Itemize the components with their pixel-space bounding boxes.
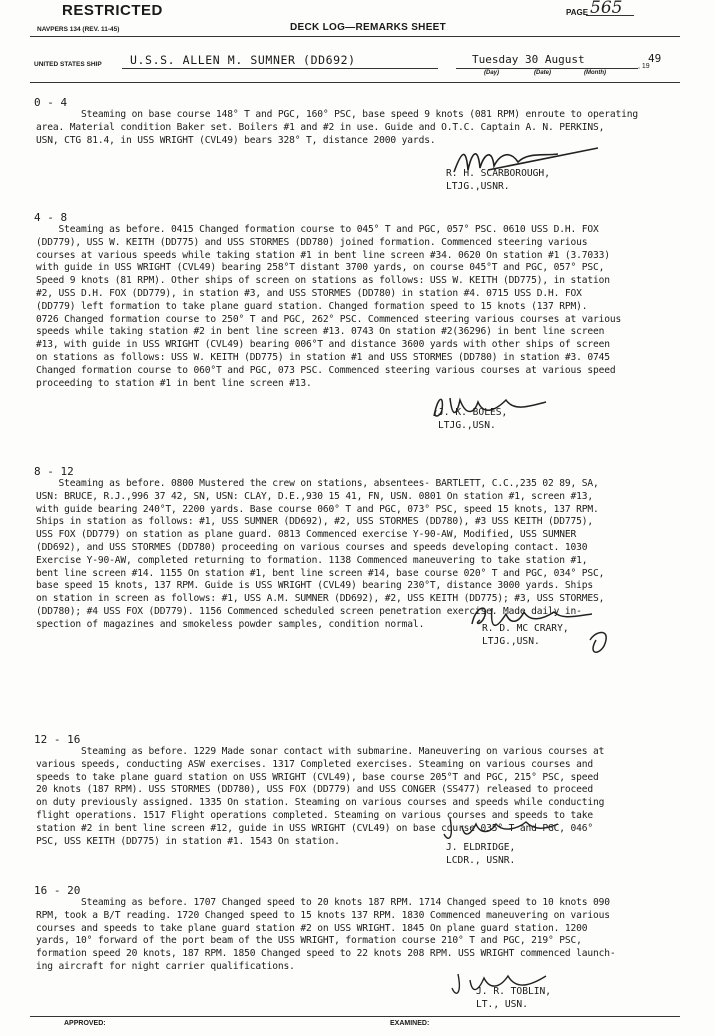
ship-name: U.S.S. ALLEN M. SUMNER (DD692) [130, 53, 356, 67]
classification-mark: RESTRICTED [62, 2, 163, 19]
month-label: (Month) [584, 70, 606, 76]
signer-name: J. R. TOBLIN, [476, 986, 552, 997]
date-label: (Date) [534, 70, 552, 76]
signer-rank: LTJG.,USN. [482, 636, 540, 647]
signer-name: J. K. BOLES, [438, 407, 508, 418]
watch-label: 16 - 20 [34, 884, 81, 897]
watch-label: 4 - 8 [34, 211, 68, 224]
watch-remarks: Steaming on base course 148° T and PGC, 160° PSC, base speed 9 knots (081 RPM) enroute to operating area. Material condition Baker set. Boilers #1 and #2 in use. Guide and O.T.C. Captain A. N. PERKINS, USN, CTG 81.4, in USS WRIGHT (CVL49) bears 328° T, distance 2000 yards. [36, 109, 638, 146]
approved-label: APPROVED: [64, 1020, 106, 1027]
watch-label: 8 - 12 [34, 465, 74, 478]
sheet-title: DECK LOG—REMARKS SHEET [290, 22, 447, 33]
page-label: PAGE [566, 8, 589, 17]
header-bottom-rule [30, 82, 680, 83]
signer-name: R. H. SCARBOROUGH, [446, 168, 550, 179]
page-number: 565 [590, 0, 623, 18]
signature-image [440, 812, 570, 846]
watch-remarks: Steaming as before. 0800 Mustered the crew on stations, absentees- BARTLETT, C.C.,235 02 89, SA, USN: BRUCE, R.J.,996 37 42, SN, USN: CLAY, D.E.,930 15 41, FN, USN. 0801 On station #1, screen #13, with guide bearing 240°T, 2200 yards. Base course 060° T and PGC, 073° PSC, speed 15 knots, 137 RPM. Ships in station as follows: #1, USS SUMNER (DD692), #2, USS STORMES (DD780), #3 USS KEITH (DD775), USS FOX (DD779) on station as plane guard. 0813 Commenced exercise Y-90-AW, Modified, USS SUMNER (DD692), and USS STORMES (DD780) proceeding on various courses and speeds developing contact. 1030 Exercise Y-90-AW, completed returning to formation. 1138 Commenced maneuvering to take station #1, bent line screen #14. 1155 On station #1, bent line screen #14, base course 020° T and PGC, 034° PSC, base speed 15 knots, 137 RPM. Guide is USS WRIGHT (CVL49) bearing 230°T, distance 3000 yards. Ships on station in screen as follows: #1, USS A.M. SUMNER (DD692), #2, USS KEITH (DD775); #3, USS STORMES, (DD780); #4 USS FOX (DD779). 1156 Commenced scheduled screen penetration exercise. Made daily in- spection of magazines and smokeless powder samples, condition normal. [36, 478, 605, 630]
signer-name: J. ELDRIDGE, [446, 842, 516, 853]
signer-name: R. D. MC CRARY, [482, 623, 569, 634]
examined-label: EXAMINED: [390, 1020, 430, 1027]
header-rule [30, 36, 680, 37]
signer-rank: LTJG.,USNR. [446, 181, 510, 192]
watch-label: 12 - 16 [34, 733, 81, 746]
footer-rule [30, 1016, 680, 1017]
form-number: NAVPERS 134 (REV. 11-45) [37, 26, 120, 33]
date-line [456, 68, 638, 69]
signer-rank: LTJG.,USN. [438, 420, 496, 431]
page-number-line [586, 15, 634, 16]
signer-rank: LCDR., USNR. [446, 855, 516, 866]
watch-remarks: Steaming as before. 1707 Changed speed to 20 knots 187 RPM. 1714 Changed speed to 10 knots 090 RPM, took a B/T reading. 1720 Changed speed to 15 knots 137 RPM. 1830 Commenced maneuvering on various courses and speeds to take plane guard station #2 on USS WRIGHT. 1845 On plane guard station. 1200 yards, 10° forward of the port beam of the USS WRIGHT, formation course 210° T and PGC, 219° PSC, formation speed 20 knots, 187 RPM. 1850 Changed speed to 22 knots 208 RPM. USS WRIGHT commenced launch- ing aircraft for night carrier qualifications. [36, 897, 616, 972]
year-value: 49 [648, 52, 662, 65]
ship-name-line [122, 68, 438, 69]
ship-label: UNITED STATES SHIP [34, 61, 102, 68]
watch-label: 0 - 4 [34, 96, 68, 109]
watch-remarks: Steaming as before. 0415 Changed formation course to 045° T and PGC, 057° PSC. 0610 USS D.H. FOX (DD779), USS W. KEITH (DD775) and USS STORMES (DD780) joined formation. Commenced steering various courses at various speeds while taking station #1 in bent line screen #34. 0620 On station #1 (3.7033) with guide in USS WRIGHT (CVL49) bearing 258°T distant 3700 yards, on course 045°T and PGC, 057° PSC, Speed 9 knots (81 RPM). Other ships of screen on stations as follows: USS W. KEITH (DD775), in station #2, USS D.H. FOX (DD779), in station #3, and USS STORMES (DD780) in station #4. 0715 USS D.H. FOX (DD779) left formation to take plane guard station. Changed formation speed to 15 knots (137 RPM). 0726 Changed formation course to 250° T and PGC, 262° PSC. Commenced steering various courses at various speeds while taking station #2 in bent line screen #13. 0743 On station #2(36296) in bent line screen #13, with guide in USS WRIGHT (CVL49) bearing 006°T and distance 3600 yards with other ships of screen on stations as follows: USS W. KEITH (DD775) in station #1 and USS STORMES (DD780) in station #3. 0745 Changed formation course to 060°T and PGC, 073 PSC. Commenced steering various courses at various speed proceeding to station #1 in bent line screen #13. [36, 224, 622, 389]
watch-remarks: Steaming as before. 1229 Made sonar contact with submarine. Maneuvering on various courses at various speeds, conducting ASW exercises. 1317 Completed exercises. Steaming on various courses and speeds to take plane guard station on USS WRIGHT (CVL49), base course 205°T and PGC, 215° PSC, speed 20 knots (187 RPM). USS STORMES (DD780), USS FOX (DD779) and USS CONGER (SS477) released to proceed on duty previously assigned. 1335 On station. Steaming on various courses and speeds while conducting flight operations. 1517 Flight operations completed. Steaming on various courses and speeds to take station #2 in bent line screen #12, guide in USS WRIGHT (CVL49) on base course 035° T and PGC, 046° PSC, USS KEITH (DD775) in station #1. 1543 On station. [36, 746, 605, 847]
signer-rank: LT., USN. [476, 999, 528, 1010]
day-label: (Day) [484, 70, 500, 76]
year-prefix: , 19 [638, 63, 650, 70]
date-value: Tuesday 30 August [472, 53, 585, 66]
